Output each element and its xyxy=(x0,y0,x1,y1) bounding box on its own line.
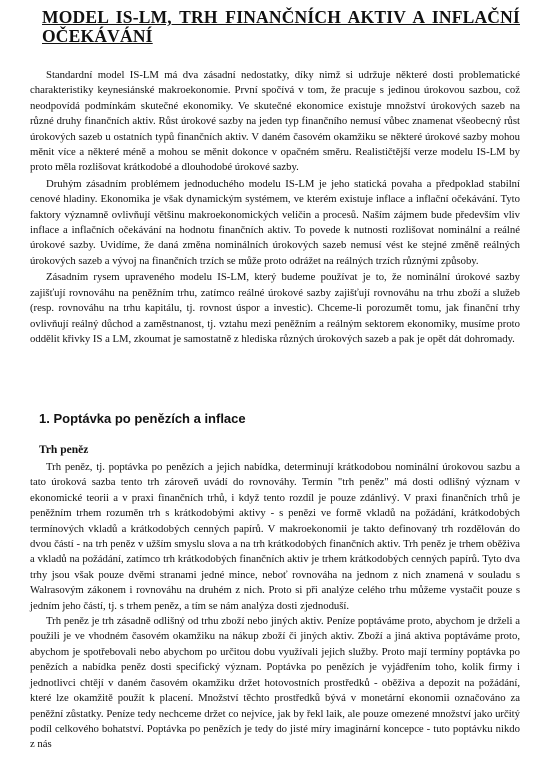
subsection-text xyxy=(30,460,520,753)
document-title: MODEL IS-LM, TRH FINANČNÍCH AKTIV A INFLAČNÍ OČEKÁVÁNÍ xyxy=(42,7,520,46)
subsection-heading: Trh peněz xyxy=(39,444,89,456)
paragraph: Standardní model IS-LM má dva zásadní nedostatky, díky nimž si udržuje některé dosti problematické charakteristiky keynesiánské makroekonomie. První spočívá v tom, že pracuje s jedinou úrokovou sazbou, což neodpovídá podmínkám skutečné ekonomiky. Ve skutečné ekonomice existuje množství úrokových sazeb na různé druhy finančních aktiv. Růst úrokové sazby na jeden typ finančního nemusí vůbec znamenat všeobecný růst úrokových sazeb u ostatních typů finančních aktiv. V daném časovém okamžiku se některé úrokové sazby mohou měnit více a některé méně a mohou se měnit dokonce v opačném směru. Realističtější verze modelu IS-LM by proto měla rozlišovat krátkodobé a dlouhodobé úrokové sazby. xyxy=(30,69,520,174)
paragraph: Druhým zásadním problémem jednoduchého modelu IS-LM je jeho statická povaha a předpoklad stabilní cenové hladiny. Ekonomika je však dynamickým systémem, ve kterém existuje inflace a inflační očekávání. Tyto faktory významně ovlivňují většinu makroekonomických veličin a procesů. Naším zájmem bude především vliv inflace a inflačních očekávání na hodnotu finančních aktiv. To povede k nutnosti rozlišovat nominální a reálné úrokové sazby. Uvidíme, že daná změna nominálních úrokových sazeb nemusí vést ke stejné změně reálných úrokových sazeb a vývoj na finančních trzích se může proto odrážet na reálných trzích různými způsoby. xyxy=(30,177,520,267)
paragraph: Trh peněz je trh zásadně odlišný od trhu zboží nebo jiných aktiv. Peníze poptáváme proto, abychom je drželi a použili je ve vhodném časovém okamžiku na nákup zboží či jiných aktiv. Zboží a jiná aktiva poptáváme proto, abychom je spotřebovali nebo abychom po určitou dobu využívali jejich služby. Proto mají termíny poptávka po penězích a nabídka peněz dosti specifický význam. Poptávka po penězích je vyjádřením toho, kolik firmy i jednotlivci chtějí v daném časovém okamžiku držet hotovostních prostředků - oběživa a depozit na požádání, které lze okamžitě použít k placení. Množství těchto prostředků bývá v monetární ekonomii označováno za peněžní zůstatky. Peníze tedy nechceme držet co nejvíce, jak by řekl laik, ale pouze omezené množství jako určitý podíl celkového bohatství. Poptávka po penězích je tedy do jisté míry imaginární koncepce - tuto poptávku nikdo z nás xyxy=(30,615,520,751)
paragraph: Zásadním rysem upraveného modelu IS-LM, který budeme používat je to, že nominální úrokové sazby zajišťují rovnováhu na peněžním trhu, zatímco reálné úrokové sazby zajišťují rovnováhu na trhu zboží a služeb (resp. rovnováhu na trhu kapitálu, tj. rovnost úspor a investic). Chceme-li porozumět tomu, jak finanční trhy ovlivňují reálný důchod a zaměstnanost, tj. vztahu mezi peněžním a reálným sektorem ekonomiky, musíme proto oddělit křivky IS a LM, zkoumat je samostatně z hlediska různých úrokových sazeb a pak je opět dát dohromady. xyxy=(30,271,520,345)
intro-text xyxy=(30,68,520,347)
section-heading: 1. Poptávka po penězích a inflace xyxy=(39,411,246,426)
paragraph: Trh peněz, tj. poptávka po penězích a jejich nabídka, determinují krátkodobou nominální úrokovou sazbu a tato úroková sazba tento trh zároveň uvádí do rovnováhy. Termín "trh peněz" má dosti odlišný význam v ekonomické teorii a v praxi finančních trhů, i když tento rozdíl je pouze zdánlivý. V praxi finančních trhů je peněžním trhem rozuměn trh s krátkodobými aktivy - s penězi ve formě vkladů na požádání, krátkodobých termínových vkladů a krátkodobých cenných papírů. V makroekonomii je takto definovaný trh rozdělován do dvou částí - na trh peněz v užším smyslu slova a na trh krátkodobých finančních aktiv. Trh peněz je trhem oběživa a vkladů na požádání, zatímco trh krátkodobých finančních aktiv je trhem krátkodobých cenných papírů. Tyto dva trhy jsou však pouze dvěmi stranami jedné mince, neboť rovnováha na jednom z nich znamená v souladu s Walrasovým zákonem i rovnováhu na druhém z nich. Proto si při analýze celého trhu můžeme vystačit pouze s jedním jeho částí, tj. s trhem peněz, a tím se nám analýza dosti zjednoduší. xyxy=(30,461,520,612)
